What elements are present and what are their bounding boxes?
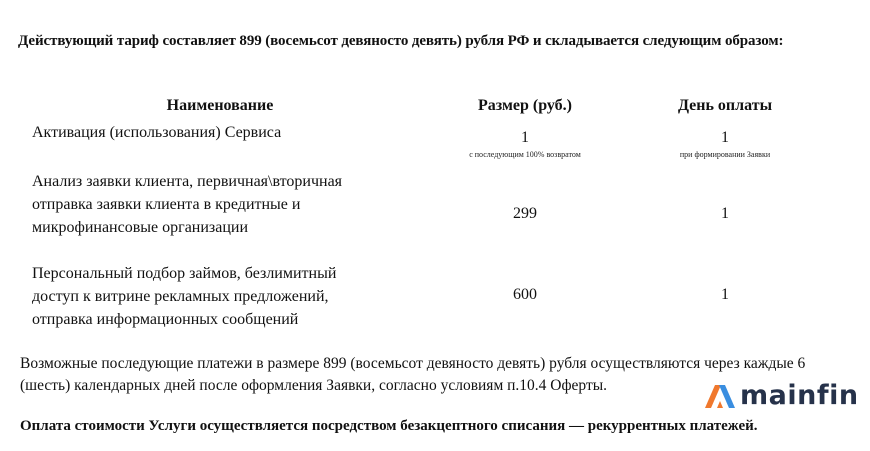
mainfin-logo	[703, 378, 859, 414]
row-day: 1	[721, 286, 729, 303]
header-day: День оплаты	[677, 97, 773, 114]
row-day: 1	[721, 205, 729, 222]
row-day-note: при формировании Заявки	[679, 150, 771, 159]
row-name-line: доступ к витрине рекламных предложений,	[32, 288, 329, 305]
row-name-line: Анализ заявки клиента, первичная\вторичная	[32, 173, 343, 190]
payment-method-note: Оплата стоимости Услуги осуществляется посредством безакцептного списания — рекуррентных платежей.	[20, 418, 758, 434]
row-amount: 299	[513, 205, 537, 222]
header-amount: Размер (руб.)	[477, 97, 572, 114]
mainfin-logo-mark-icon	[703, 382, 737, 410]
row-amount: 1	[521, 129, 529, 146]
row-amount: 600	[513, 286, 537, 303]
row-name-line: Персональный подбор займов, безлимитный	[32, 265, 337, 282]
row-name	[32, 262, 392, 331]
row-name-line: микрофинансовые организации	[32, 219, 249, 236]
mainfin-logo-text: mainfin	[740, 380, 859, 411]
row-day: 1	[721, 129, 729, 146]
row-name-line: отправка заявки клиента в кредитные и	[32, 196, 301, 213]
row-name	[32, 170, 392, 239]
recurring-payments-paragraph: Возможные последующие платежи в размере 899 (восемьсот девяносто девять) рубля осуществляются через каждые 6 (шесть) календарных дней после оформления Заявки, согласно условиям п.10.4 Оферты.	[20, 355, 806, 394]
header-name: Наименование	[166, 97, 274, 114]
row-amount-note: с последующим 100% возвратом	[469, 150, 581, 159]
row-name: Активация (использования) Сервиса	[32, 124, 282, 141]
row-name-line: отправка информационных сообщений	[32, 311, 299, 328]
intro-text: Действующий тариф составляет 899 (восемьсот девяносто девять) рубля РФ и складывается следующим образом:	[18, 33, 784, 49]
